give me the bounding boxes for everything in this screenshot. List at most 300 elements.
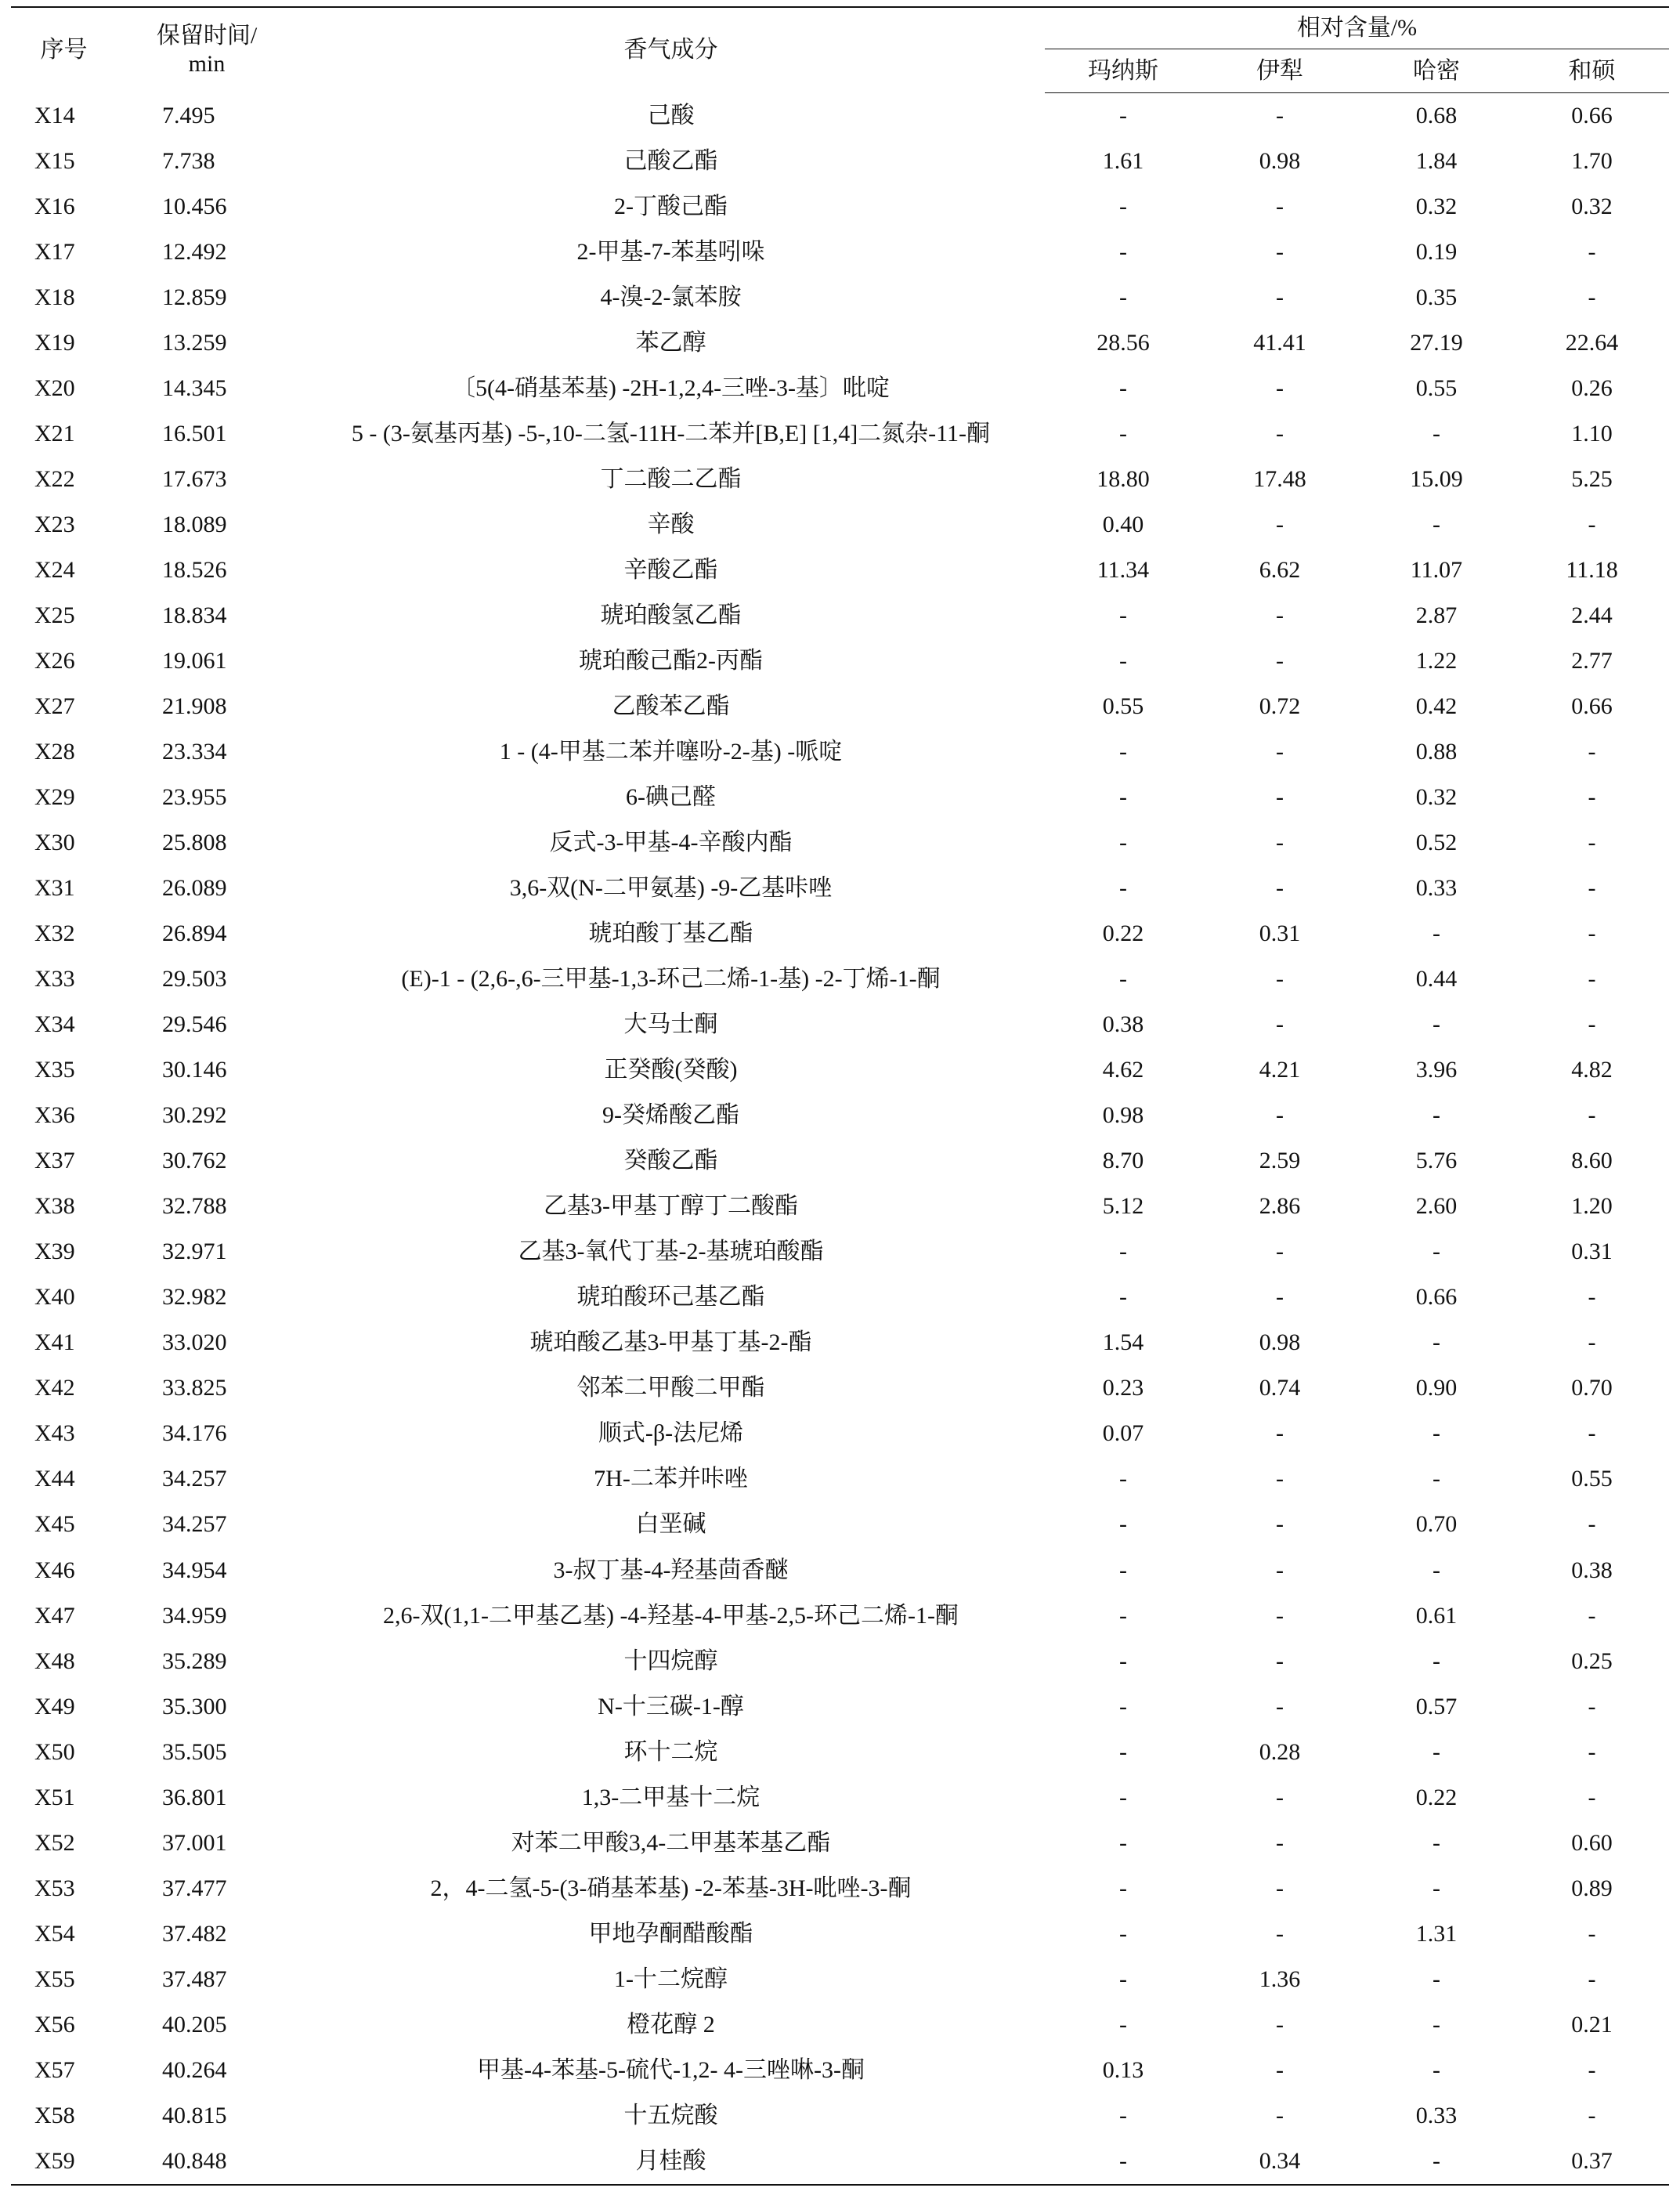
- header-sample-yili: 伊犁: [1201, 49, 1358, 93]
- cell-id: X23: [34, 512, 75, 538]
- header-retention-time: [117, 7, 297, 93]
- cell-value-heshuo: 2.44: [1571, 602, 1613, 629]
- cell-value-manas: 0.23: [1102, 1375, 1144, 1401]
- cell-compound-name: 乙基3-氧代丁基-2-基琥珀酸酯: [518, 1239, 824, 1265]
- cell-value-manas: -: [1119, 1784, 1127, 1810]
- cell-retention-time: 40.815: [162, 2102, 227, 2128]
- table-header: [11, 7, 1669, 93]
- table-row: [11, 775, 1669, 820]
- table-row: [11, 139, 1669, 184]
- cell-value-heshuo: 0.26: [1571, 375, 1613, 402]
- cell-value-hami: -: [1433, 920, 1440, 947]
- cell-value-heshuo: 1.70: [1571, 148, 1613, 175]
- cell-retention-time: 7.738: [162, 148, 215, 175]
- cell-compound-name: 对苯二甲酸3,4-二甲基苯基乙酯: [511, 1829, 831, 1856]
- cell-value-manas: 0.13: [1102, 2056, 1144, 2083]
- cell-value-hami: -: [1358, 2139, 1515, 2185]
- cell-id: X41: [34, 1329, 75, 1356]
- cell-value-heshuo: -: [1588, 966, 1596, 993]
- cell-value-yili: -: [1276, 1602, 1284, 1629]
- table-row: [11, 1411, 1669, 1456]
- cell-compound-name: 橙花醇 2: [627, 2011, 715, 2038]
- table-row: [11, 1684, 1669, 1730]
- table-row: [11, 1002, 1669, 1047]
- cell-id: X33: [34, 966, 75, 993]
- cell-id: X28: [34, 739, 75, 765]
- cell-value-manas: -: [1119, 1965, 1127, 1992]
- cell-retention-time: 17.673: [162, 466, 227, 493]
- cell-compound-name: 乙基3-甲基丁醇丁二酸酯: [544, 1193, 798, 1220]
- cell-value-heshuo: -: [1588, 239, 1596, 266]
- table-row: [11, 502, 1669, 548]
- header-retention-time-line1: 保留时间/: [156, 23, 258, 49]
- cell-value-hami: 0.44: [1415, 966, 1458, 993]
- cell-compound-name: 环十二烷: [623, 1738, 718, 1765]
- cell-id: X43: [34, 1420, 75, 1447]
- cell-compound-name: 苯乙醇: [635, 330, 706, 356]
- cell-value-hami: 0.19: [1415, 239, 1458, 266]
- cell-value-heshuo: 0.66: [1571, 693, 1613, 720]
- cell-value-yili: 0.31: [1259, 920, 1301, 947]
- table-row: [11, 2002, 1669, 2048]
- header-compound: 香气成分: [297, 7, 1045, 93]
- cell-retention-time: 29.546: [162, 1011, 227, 1038]
- cell-retention-time: 12.859: [162, 284, 227, 311]
- cell-value-heshuo: 4.82: [1571, 1057, 1613, 1083]
- cell-value-hami: -: [1433, 1102, 1440, 1129]
- cell-id: X44: [34, 1466, 75, 1492]
- cell-compound-name: 1 - (4-甲基二苯并噻吩-2-基) -哌啶: [499, 739, 843, 765]
- cell-value-heshuo: 1.20: [1571, 1193, 1613, 1220]
- table-row: [11, 956, 1669, 1002]
- cell-value-hami: 0.66: [1415, 1284, 1458, 1311]
- table-row: [11, 2093, 1669, 2139]
- cell-value-yili: 0.98: [1259, 1329, 1301, 1356]
- cell-value-heshuo: -: [1588, 1965, 1596, 1992]
- cell-value-heshuo: 0.21: [1571, 2011, 1613, 2038]
- cell-value-heshuo: 11.18: [1566, 557, 1618, 584]
- cell-value-hami: 1.22: [1415, 648, 1458, 674]
- table-row: [11, 820, 1669, 866]
- cell-retention-time: 37.477: [162, 1875, 227, 1901]
- cell-value-yili: -: [1276, 2011, 1284, 2038]
- cell-compound-name: 白垩碱: [635, 1511, 706, 1538]
- cell-value-hami: -: [1433, 421, 1440, 447]
- cell-retention-time: 18.089: [162, 512, 227, 538]
- cell-compound-name: 1-十二烷醇: [614, 1965, 728, 1992]
- cell-id: X40: [34, 1284, 75, 1311]
- cell-id: X24: [34, 557, 75, 584]
- cell-id: X36: [34, 1102, 75, 1129]
- cell-value-hami: 0.33: [1415, 875, 1458, 902]
- cell-value-yili: 6.62: [1259, 557, 1301, 584]
- cell-value-heshuo: 0.66: [1571, 103, 1613, 128]
- cell-id: X22: [34, 466, 75, 493]
- cell-id: X31: [34, 875, 75, 902]
- cell-value-heshuo: 0.38: [1571, 1557, 1613, 1583]
- cell-value-yili: 17.48: [1253, 466, 1306, 493]
- cell-retention-time: 40.848: [117, 2139, 297, 2185]
- table-row: [11, 93, 1669, 139]
- cell-value-hami: 11.07: [1410, 557, 1463, 584]
- cell-retention-time: 18.834: [162, 602, 227, 629]
- cell-value-manas: -: [1119, 1647, 1127, 1674]
- cell-value-manas: 11.34: [1097, 557, 1150, 584]
- cell-value-yili: -: [1276, 1875, 1284, 1901]
- cell-id: X19: [34, 330, 75, 356]
- table-row: [11, 911, 1669, 956]
- cell-value-hami: 0.35: [1415, 284, 1458, 311]
- cell-value-manas: -: [1045, 2139, 1201, 2185]
- cell-retention-time: 34.954: [162, 1557, 227, 1583]
- cell-value-heshuo: -: [1588, 2056, 1596, 2083]
- cell-value-manas: -: [1119, 1875, 1127, 1901]
- cell-value-manas: 0.22: [1102, 920, 1144, 947]
- cell-value-yili: -: [1276, 421, 1284, 447]
- cell-value-yili: -: [1276, 1511, 1284, 1538]
- cell-id: X46: [34, 1557, 75, 1583]
- table-row: [11, 866, 1669, 911]
- cell-value-heshuo: -: [1588, 1693, 1596, 1719]
- cell-retention-time: 32.788: [162, 1193, 227, 1220]
- cell-value-hami: 0.70: [1415, 1511, 1458, 1538]
- cell-retention-time: 30.762: [162, 1148, 227, 1174]
- cell-value-manas: 0.55: [1102, 693, 1144, 720]
- cell-value-heshuo: 8.60: [1571, 1148, 1613, 1174]
- cell-value-heshuo: -: [1588, 1329, 1596, 1356]
- cell-retention-time: 33.020: [162, 1329, 227, 1356]
- cell-value-yili: -: [1276, 1466, 1284, 1492]
- cell-value-manas: 1.61: [1102, 148, 1144, 175]
- cell-retention-time: 23.334: [162, 739, 227, 765]
- cell-value-hami: 0.32: [1415, 784, 1458, 811]
- cell-id: X34: [34, 1011, 75, 1038]
- cell-id: X20: [34, 375, 75, 402]
- cell-id: X15: [34, 148, 75, 175]
- cell-value-manas: 0.38: [1102, 1011, 1144, 1038]
- cell-value-hami: -: [1433, 2056, 1440, 2083]
- cell-value-yili: 4.21: [1259, 1057, 1301, 1083]
- cell-value-yili: 0.34: [1201, 2139, 1358, 2185]
- cell-retention-time: 37.001: [162, 1829, 227, 1856]
- cell-compound-name: 2-甲基-7-苯基吲哚: [576, 239, 765, 266]
- cell-value-hami: 2.60: [1415, 1193, 1458, 1220]
- cell-value-hami: -: [1433, 1647, 1440, 1674]
- cell-value-hami: 0.33: [1415, 2102, 1458, 2128]
- cell-id: X58: [34, 2102, 75, 2128]
- cell-id: X14: [34, 102, 75, 128]
- cell-compound-name: 2,6-双(1,1-二甲基乙基) -4-羟基-4-甲基-2,5-环己二烯-1-酮: [383, 1602, 959, 1629]
- cell-compound-name: 1,3-二甲基十二烷: [581, 1784, 761, 1810]
- cell-id: X47: [34, 1602, 75, 1629]
- cell-value-hami: -: [1433, 512, 1440, 538]
- cell-value-hami: -: [1433, 1829, 1440, 1856]
- cell-value-heshuo: 0.55: [1571, 1466, 1613, 1492]
- cell-id: X57: [34, 2056, 75, 2083]
- cell-compound-name: 辛酸乙酯: [623, 557, 718, 584]
- cell-value-yili: -: [1276, 1693, 1284, 1719]
- cell-retention-time: 35.505: [162, 1738, 227, 1765]
- cell-retention-time: 13.259: [162, 330, 227, 356]
- cell-compound-name: 7H-二苯并咔唑: [594, 1466, 748, 1492]
- cell-id: X16: [34, 193, 75, 220]
- cell-value-heshuo: -: [1588, 1102, 1596, 1129]
- cell-id: X30: [34, 830, 75, 856]
- cell-value-manas: -: [1119, 875, 1127, 902]
- cell-value-yili: -: [1276, 602, 1284, 629]
- cell-value-hami: 0.68: [1415, 103, 1458, 128]
- cell-value-heshuo: -: [1588, 920, 1596, 947]
- cell-value-yili: -: [1276, 1011, 1284, 1038]
- cell-value-heshuo: -: [1588, 739, 1596, 765]
- cell-value-manas: -: [1119, 1920, 1127, 1947]
- cell-id: X27: [34, 693, 75, 720]
- table-row: [11, 1911, 1669, 1957]
- aroma-compounds-table: [11, 6, 1669, 2186]
- table-row: [11, 1047, 1669, 1093]
- cell-compound-name: 〔5(4-硝基苯基) -2H-1,2,4-三唑-3-基〕吡啶: [451, 375, 891, 402]
- cell-compound-name: 5 - (3-氨基丙基) -5-,10-二氢-11H-二苯并[B,E] [1,4]二氮杂-11-酮: [351, 421, 991, 447]
- cell-value-yili: -: [1276, 1647, 1284, 1674]
- cell-value-yili: -: [1276, 648, 1284, 674]
- cell-value-manas: -: [1119, 284, 1127, 311]
- table-row: [11, 1821, 1669, 1866]
- cell-id: X51: [34, 1784, 75, 1810]
- cell-value-yili: -: [1276, 239, 1284, 266]
- cell-id: X32: [34, 920, 75, 947]
- cell-value-manas: -: [1119, 830, 1127, 856]
- cell-value-hami: 0.55: [1415, 375, 1458, 402]
- cell-compound-name: 琥珀酸环己基乙酯: [576, 1284, 765, 1311]
- cell-value-heshuo: -: [1588, 1511, 1596, 1538]
- cell-value-hami: 0.61: [1415, 1602, 1458, 1629]
- cell-value-manas: -: [1119, 375, 1127, 402]
- cell-value-heshuo: -: [1588, 830, 1596, 856]
- cell-value-manas: -: [1119, 648, 1127, 674]
- table-row: [11, 2048, 1669, 2093]
- cell-compound-name: 邻苯二甲酸二甲酯: [576, 1375, 765, 1401]
- cell-value-manas: -: [1119, 1602, 1127, 1629]
- header-no: 序号: [11, 7, 117, 93]
- cell-value-yili: -: [1276, 512, 1284, 538]
- cell-value-manas: -: [1119, 2102, 1127, 2128]
- table-row: [11, 1593, 1669, 1639]
- cell-compound-name: 甲地孕酮醋酸酯: [588, 1920, 753, 1947]
- cell-value-heshuo: -: [1588, 784, 1596, 811]
- cell-value-hami: 0.52: [1415, 830, 1458, 856]
- cell-value-yili: -: [1276, 284, 1284, 311]
- cell-id: X39: [34, 1239, 75, 1265]
- cell-retention-time: 35.289: [162, 1647, 227, 1674]
- cell-id: X49: [34, 1693, 75, 1719]
- cell-value-heshuo: 22.64: [1565, 330, 1619, 356]
- cell-compound-name: 十五烷酸: [623, 2102, 718, 2128]
- cell-value-heshuo: 5.25: [1571, 466, 1613, 493]
- cell-value-heshuo: 0.32: [1571, 193, 1613, 220]
- cell-compound-name: 2-丁酸己酯: [614, 193, 728, 220]
- cell-retention-time: 23.955: [162, 784, 227, 811]
- table-row: [11, 2139, 1669, 2185]
- cell-value-yili: -: [1276, 830, 1284, 856]
- cell-compound-name: 琥珀酸氢乙酯: [600, 602, 742, 629]
- cell-value-yili: -: [1276, 966, 1284, 993]
- cell-value-yili: -: [1276, 784, 1284, 811]
- cell-retention-time: 40.264: [162, 2056, 227, 2083]
- cell-retention-time: 21.908: [162, 693, 227, 720]
- cell-value-yili: -: [1276, 103, 1284, 128]
- cell-value-manas: 1.54: [1102, 1329, 1144, 1356]
- cell-value-manas: -: [1119, 239, 1127, 266]
- cell-value-manas: -: [1119, 2011, 1127, 2038]
- cell-value-hami: 0.57: [1415, 1693, 1458, 1719]
- cell-id: X52: [34, 1829, 75, 1856]
- table-row: [11, 729, 1669, 775]
- cell-value-hami: 27.19: [1410, 330, 1463, 356]
- cell-retention-time: 12.492: [162, 239, 227, 266]
- cell-value-yili: 0.74: [1259, 1375, 1301, 1401]
- table-row: [11, 1365, 1669, 1411]
- cell-retention-time: 16.501: [162, 421, 227, 447]
- cell-retention-time: 37.487: [162, 1965, 227, 1992]
- cell-compound-name: (E)-1 - (2,6-,6-三甲基-1,3-环己二烯-1-基) -2-丁烯-1-酮: [401, 966, 941, 993]
- cell-compound-name: 2，4-二氢-5-(3-硝基苯基) -2-苯基-3H-吡唑-3-酮: [430, 1875, 912, 1901]
- header-sample-hami: 哈密: [1358, 49, 1515, 93]
- cell-retention-time: 33.825: [162, 1375, 227, 1401]
- cell-value-heshuo: -: [1588, 1738, 1596, 1765]
- cell-retention-time: 30.292: [162, 1102, 227, 1129]
- cell-retention-time: 7.495: [162, 102, 215, 128]
- cell-value-manas: -: [1119, 1693, 1127, 1719]
- cell-value-hami: 0.88: [1415, 739, 1458, 765]
- cell-compound-name: 己酸乙酯: [623, 148, 718, 175]
- table-row: [11, 1548, 1669, 1593]
- cell-id: X53: [34, 1875, 75, 1901]
- cell-value-yili: -: [1276, 1284, 1284, 1311]
- cell-compound-name: 4-溴-2-氯苯胺: [600, 284, 742, 311]
- header-retention-time-line2: min: [188, 51, 226, 78]
- table-row: [11, 411, 1669, 457]
- table-row: [11, 1957, 1669, 2002]
- cell-value-hami: -: [1433, 1239, 1440, 1265]
- cell-retention-time: 30.146: [162, 1057, 227, 1083]
- cell-id: X18: [34, 284, 75, 311]
- cell-value-heshuo: 1.10: [1571, 421, 1613, 447]
- cell-id: X48: [34, 1647, 75, 1674]
- cell-value-hami: 5.76: [1415, 1148, 1458, 1174]
- cell-value-yili: -: [1276, 1557, 1284, 1583]
- cell-value-hami: 0.42: [1415, 693, 1458, 720]
- cell-id: X37: [34, 1148, 75, 1174]
- cell-retention-time: 10.456: [162, 193, 227, 220]
- cell-compound-name: N-十三碳-1-醇: [598, 1693, 744, 1719]
- cell-value-yili: -: [1276, 1920, 1284, 1947]
- cell-value-yili: 2.86: [1259, 1193, 1301, 1220]
- cell-value-yili: -: [1276, 1239, 1284, 1265]
- cell-id: X38: [34, 1193, 75, 1220]
- cell-value-yili: -: [1276, 2056, 1284, 2083]
- cell-value-hami: -: [1433, 1420, 1440, 1447]
- cell-compound-name: 顺式-β-法尼烯: [598, 1420, 744, 1447]
- cell-value-heshuo: -: [1588, 1420, 1596, 1447]
- cell-retention-time: 34.257: [162, 1466, 227, 1492]
- cell-value-heshuo: -: [1588, 512, 1596, 538]
- cell-compound-name: 乙酸苯乙酯: [612, 693, 730, 720]
- cell-value-heshuo: -: [1588, 1011, 1596, 1038]
- table-row: [11, 1639, 1669, 1684]
- cell-value-hami: 1.31: [1415, 1920, 1458, 1947]
- table-row: [11, 184, 1669, 230]
- cell-value-manas: -: [1119, 1284, 1127, 1311]
- cell-value-manas: 4.62: [1102, 1057, 1144, 1083]
- cell-value-hami: -: [1433, 1738, 1440, 1765]
- cell-id: X26: [34, 648, 75, 674]
- cell-value-heshuo: 0.37: [1515, 2139, 1669, 2185]
- cell-value-manas: -: [1119, 1829, 1127, 1856]
- cell-id: X59: [11, 2139, 117, 2185]
- table-row: [11, 1093, 1669, 1138]
- table-row: [11, 1138, 1669, 1184]
- cell-compound-name: 3-叔丁基-4-羟基茴香醚: [553, 1557, 789, 1583]
- table-row: [11, 1502, 1669, 1547]
- table-row: [11, 275, 1669, 320]
- cell-value-heshuo: -: [1588, 875, 1596, 902]
- cell-value-manas: -: [1119, 103, 1127, 128]
- table-body: [11, 93, 1669, 2185]
- table-row: [11, 320, 1669, 366]
- cell-value-heshuo: 0.70: [1571, 1375, 1613, 1401]
- cell-value-manas: -: [1119, 1511, 1127, 1538]
- cell-value-manas: 18.80: [1097, 466, 1150, 493]
- cell-value-manas: 0.40: [1102, 512, 1144, 538]
- table-row: [11, 593, 1669, 638]
- cell-retention-time: 37.482: [162, 1920, 227, 1947]
- cell-compound-name: 琥珀酸丁基乙酯: [588, 920, 753, 947]
- cell-value-manas: 8.70: [1102, 1148, 1144, 1174]
- cell-id: X55: [34, 1965, 75, 1992]
- cell-retention-time: 14.345: [162, 375, 227, 402]
- cell-value-yili: -: [1276, 1102, 1284, 1129]
- cell-value-yili: 0.72: [1259, 693, 1301, 720]
- cell-id: X54: [34, 1920, 75, 1947]
- cell-compound-name: 丁二酸二乙酯: [600, 466, 742, 493]
- cell-retention-time: 18.526: [162, 557, 227, 584]
- table-row: [11, 1456, 1669, 1502]
- table-row: [11, 638, 1669, 684]
- cell-value-manas: -: [1119, 966, 1127, 993]
- cell-value-hami: -: [1433, 1875, 1440, 1901]
- cell-retention-time: 34.257: [162, 1511, 227, 1538]
- cell-value-yili: 0.98: [1259, 148, 1301, 175]
- cell-value-heshuo: -: [1588, 2102, 1596, 2128]
- cell-retention-time: 25.808: [162, 830, 227, 856]
- cell-value-manas: -: [1119, 602, 1127, 629]
- cell-value-hami: 0.22: [1415, 1784, 1458, 1810]
- cell-value-yili: 0.28: [1259, 1738, 1301, 1765]
- cell-value-hami: 15.09: [1410, 466, 1463, 493]
- cell-value-yili: -: [1276, 1784, 1284, 1810]
- header-sample-manas: 玛纳斯: [1045, 49, 1201, 93]
- table-row: [11, 548, 1669, 593]
- cell-value-manas: -: [1119, 1466, 1127, 1492]
- cell-value-hami: 1.84: [1415, 148, 1458, 175]
- table-row: [11, 684, 1669, 729]
- cell-value-hami: -: [1433, 1557, 1440, 1583]
- cell-id: X45: [34, 1511, 75, 1538]
- cell-compound-name: 十四烷醇: [623, 1647, 718, 1674]
- header-relative-content: 相对含量/%: [1045, 7, 1669, 49]
- cell-value-yili: 1.36: [1259, 1965, 1301, 1992]
- table-row: [11, 366, 1669, 411]
